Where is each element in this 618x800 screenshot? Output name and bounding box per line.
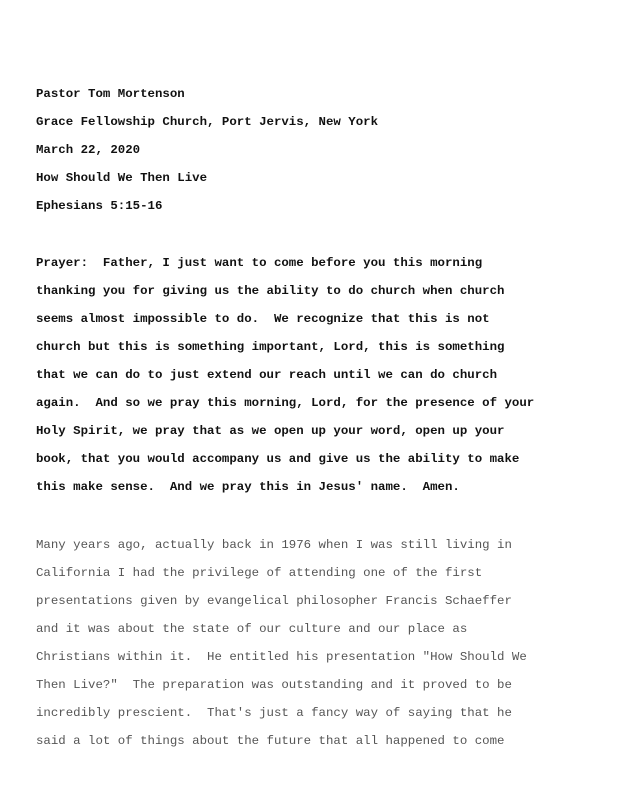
sermon-line: and it was about the state of our culture and our place as [36, 622, 468, 636]
prayer-line: seems almost impossible to do. We recognize that this is not [36, 312, 490, 326]
prayer-line: this make sense. And we pray this in Jesus' name. Amen. [36, 480, 460, 494]
sermon-line: presentations given by evangelical philosopher Francis Schaeffer [36, 594, 512, 608]
scripture-reference: Ephesians 5:15-16 [36, 199, 163, 213]
sermon-date: March 22, 2020 [36, 143, 141, 157]
sermon-line: California I had the privilege of attending one of the first [36, 566, 483, 580]
sermon-title: How Should We Then Live [36, 171, 208, 185]
prayer-line: church but this is something important, Lord, this is something [36, 340, 505, 354]
church-name: Grace Fellowship Church, Port Jervis, New York [36, 115, 379, 129]
prayer-line: book, that you would accompany us and give us the ability to make [36, 452, 520, 466]
prayer-line: Prayer: Father, I just want to come before you this morning [36, 256, 483, 270]
speaker-name: Pastor Tom Mortenson [36, 87, 185, 101]
sermon-line: Then Live?" The preparation was outstanding and it proved to be [36, 678, 512, 692]
prayer-line: again. And so we pray this morning, Lord, for the presence of your [36, 396, 535, 410]
sermon-line: incredibly prescient. That's just a fancy way of saying that he [36, 706, 512, 720]
prayer-line: thanking you for giving us the ability to do church when church [36, 284, 505, 298]
prayer-line: Holy Spirit, we pray that as we open up your word, open up your [36, 424, 505, 438]
sermon-line: Christians within it. He entitled his presentation "How Should We [36, 650, 527, 664]
sermon-line: Many years ago, actually back in 1976 when I was still living in [36, 538, 512, 552]
sermon-line: said a lot of things about the future that all happened to come [36, 734, 505, 748]
prayer-line: that we can do to just extend our reach until we can do church [36, 368, 498, 382]
